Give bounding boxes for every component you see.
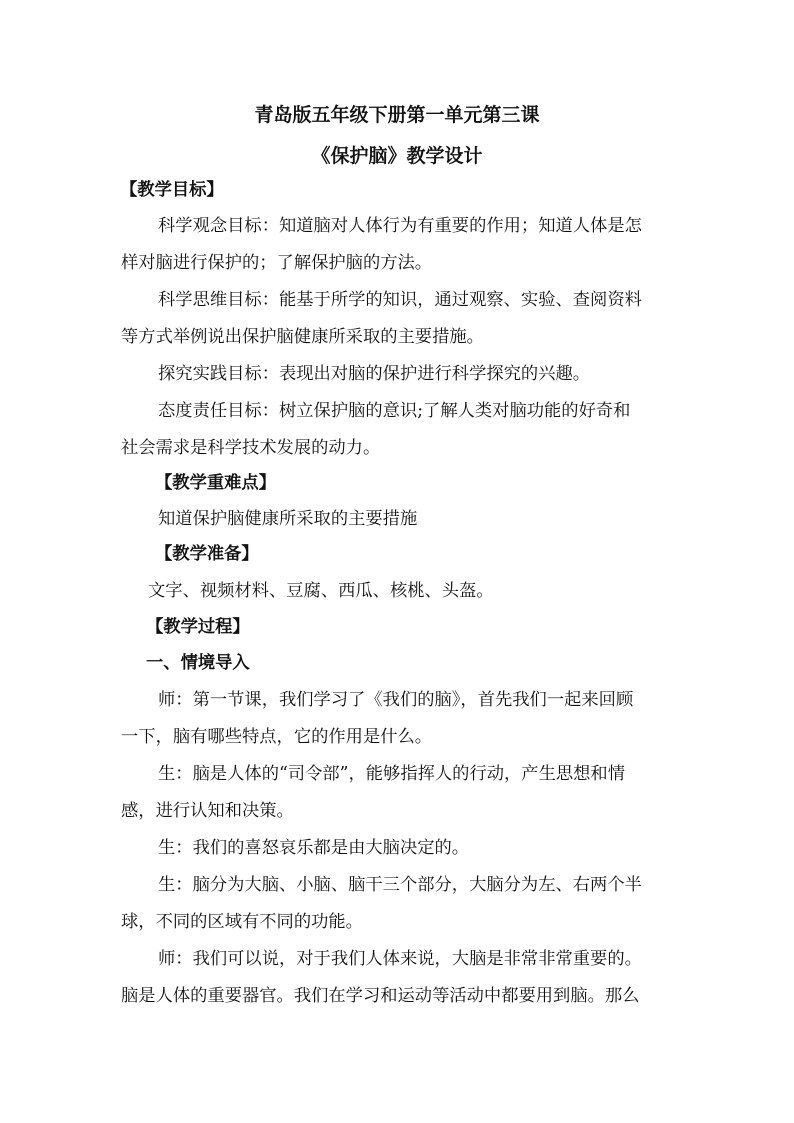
p4-line2: 球，不同的区域有不同的功能。 — [121, 912, 363, 932]
p1-line1: 师：第一节课，我们学习了《我们的脑》，首先我们一起来回顾 — [158, 690, 634, 710]
p1-line2: 一下，脑有哪些特点，它的作用是什么。 — [121, 727, 433, 747]
keypoints-heading: 【教学重难点】 — [155, 473, 276, 493]
part1-heading: 一、情境导入 — [146, 653, 250, 673]
prep-heading: 【教学准备】 — [155, 544, 259, 564]
goal2-line2: 等方式举例说出保护脑健康所采取的主要措施。 — [121, 327, 484, 347]
keypoints-text: 知道保护脑健康所采取的主要措施 — [158, 509, 418, 529]
process-heading: 【教学过程】 — [146, 617, 250, 637]
goal3-line1: 探究实践目标：表现出对脑的保护进行科学探究的兴趣。 — [158, 364, 591, 384]
goals-heading: 【教学目标】 — [120, 180, 224, 200]
goal4-line1: 态度责任目标：树立保护脑的意识;了解人类对脑功能的好奇和 — [158, 401, 631, 421]
goal4-line2: 社会需求是科学技术发展的动力。 — [121, 438, 381, 458]
goal1-line2: 样对脑进行保护的；了解保护脑的方法。 — [121, 253, 433, 273]
p5-line1: 师：我们可以说，对于我们人体来说，大脑是非常非常重要的。 — [158, 949, 642, 969]
p4-line1: 生：脑分为大脑、小脑、脑干三个部分，大脑分为左、右两个半 — [158, 875, 642, 895]
document-title-line1: 青岛版五年级下册第一单元第三课 — [254, 104, 540, 126]
prep-text: 文字、视频材料、豆腐、西瓜、核桃、头盔。 — [148, 581, 494, 601]
document-title-line2: 《保护脑》教学设计 — [311, 145, 483, 167]
p2-line1: 生：脑是人体的“司令部”，能够指挥人的行动，产生思想和情 — [158, 764, 625, 784]
p5-line2: 脑是人体的重要器官。我们在学习和运动等活动中都要用到脑。那么 — [121, 986, 640, 1006]
p3-line1: 生：我们的喜怒哀乐都是由大脑决定的。 — [158, 838, 470, 858]
goal1-line1: 科学观念目标：知道脑对人体行为有重要的作用；知道人体是怎 — [158, 216, 642, 236]
goal2-line1: 科学思维目标：能基于所学的知识，通过观察、实验、查阅资料 — [158, 290, 642, 310]
p2-line2: 感，进行认知和决策。 — [121, 801, 294, 821]
